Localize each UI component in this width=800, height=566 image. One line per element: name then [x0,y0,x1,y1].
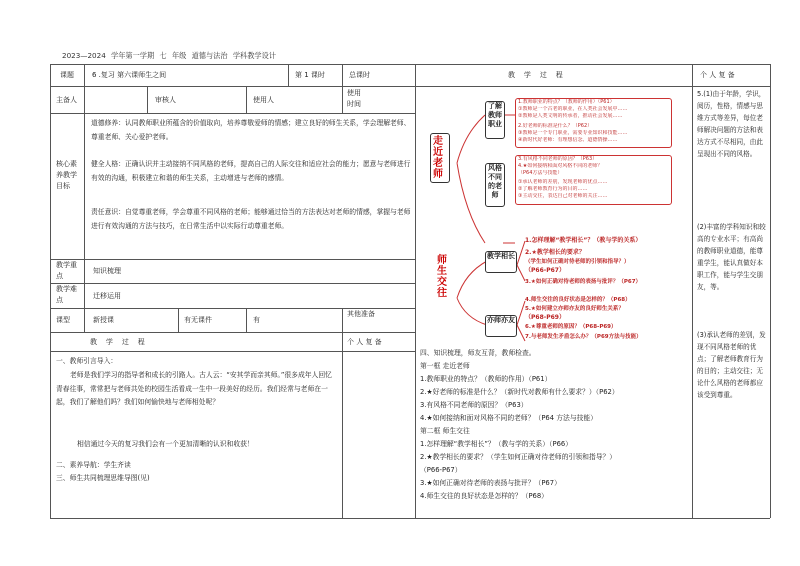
page-header: 2023—2024 学年第一学期 七 年级 道德与法治 学科教学设计 [62,51,276,60]
mindmap-box-line: ①承认老师的差别，发现老师的优点…… [518,179,608,185]
mindmap-main-approach: 走近老师 [430,133,450,183]
mindmap-box-line: （P64方法与技能） [518,170,563,176]
mindmap-box-line: ②教师是人类文明的传承者，推动社会发展…… [518,113,623,119]
topic-label: 课题 [60,71,74,79]
literacy-navigation: 二、素养导航：学生齐读 [56,461,131,469]
mindmap-item: （P68-P69） [525,314,565,321]
table-border-top [415,64,770,65]
table-col-line [288,64,289,86]
question-line: 4.★如何接纳和面对风格不同的老师？（P64 方法与技能） [420,414,598,422]
key-point-value: 知识梳理 [93,267,121,275]
table-border-left [50,64,51,518]
lead-preparer-label: 主备人 [56,96,77,104]
topic-value: 6 .复习 第六课师生之间 [92,71,167,79]
question-line: （P66-P67） [420,466,462,474]
mindmap-item: 3.★如何正确对待老师的表扬与批评？（P67） [525,279,642,285]
courseware-label: 有无课件 [184,316,212,324]
reviewer-label: 审核人 [155,96,176,104]
mindmap-reference: 三、师生共同梳理思维导图(见) [56,474,150,482]
table-row-line [50,283,415,284]
table-border-bottom [415,518,770,519]
question-line: 1.怎样理解“教学相长”？（教与学的关系）（P66） [420,440,573,448]
mindmap-box-line: 3.有风格不同老师的原因？（P63） [518,156,598,162]
user-label: 使用人 [253,96,274,104]
mindmap-box-line: 4.★如何接纳和面对风格不同的老师？ [518,163,603,169]
prep-note-3: (3)承认老师的差别，发现不同风格老师的优点；了解老师教育行为的目的；主动交往；无论什么风格的老师都应该受到尊重。 [697,331,766,399]
difficulty-value: 迁移运用 [93,292,121,300]
mindmap-item: 4.师生交往的良好状态是怎样的？（P68） [525,297,631,303]
process-heading-left: 教 学 过 程 [90,338,145,346]
table-col-line [342,332,343,518]
table-row-line [50,351,415,352]
mindmap-sub-teacher-friend: 亦师亦友 [485,315,517,337]
core-goals-label: 核心素养教学目标 [56,160,77,190]
mindmap-box-line: ③主动交往，表达自己对老师的关注…… [518,193,608,199]
question-line: 2.★教学相长的要求？（学生如何正确对待老师的引领和指导？） [420,453,617,461]
process-heading-right: 教 学 过 程 [508,71,563,79]
key-point-label: 教学重点 [56,261,77,280]
lesson-type-label: 课型 [56,316,70,324]
frame-two-heading: 第二框 师生交往 [420,427,470,435]
question-line: 4.师生交往的良好状态是怎样的？（P68） [420,492,548,500]
courseware-value: 有 [253,316,260,324]
mindmap-box-line: 2.好老师的标准是什么？（P62） [518,123,593,129]
difficulty-label: 教学难点 [56,285,77,304]
table-col-line [692,64,693,518]
table-row-line [50,332,415,333]
table-row-line [50,86,415,87]
mindmap [425,93,675,348]
goal-personality: 健全人格：正确认识并主动接纳不同风格的老师，提高自己的人际交往和适应社会的能力；愿意与老师进行有效的沟通，积极建立和谐的师生关系，主动增进与老师的感情。 [91,160,411,182]
prep-note-1: 5.(1)由于年龄，学识，阅历，性格，情感与思维方式等差异，每位老师解决问题的方法和表达方式不尽相同，由此呈现出不同的风格。 [697,90,766,158]
use-time-label: 使用时间 [347,89,361,108]
question-line: 1.教师职业的特点？（教师的作用）（P61） [420,375,552,383]
mindmap-box-line: ④新时代好老师：有理想信念、道德情操…… [518,137,618,143]
table-col-line [342,86,343,113]
mindmap-sub-profession: 了解教师职业 [485,101,505,139]
goal-moral: 道德修养：认同教师职业所蕴含的价值取向，培养尊敬爱师的情感；建立良好的师生关系，学会理解老师、尊重老师、关心爱护老师。 [91,119,411,141]
total-lessons-label: 总课时 [349,71,370,79]
goal-responsibility: 责任意识：自觉尊重老师，学会尊重不同风格的老师；能够通过恰当的方法表达对老师的情感，掌握与老师进行有效沟通的方法与技巧，在日常生活中以实际行动尊重老师。 [91,208,411,230]
table-col-line [178,308,179,332]
prep-heading-left: 个 人 复 备 [347,338,382,346]
table-col-line [246,308,247,332]
mindmap-item: 5.★如何建立亦师亦友的良好师生关系？ [525,306,624,312]
mindmap-item: （P66-P67） [525,267,565,274]
mindmap-item: 2.★教学相长的要求？ [525,249,585,256]
intro-paragraph: 老师是我们学习的指导者和成长的引路人。古人云：“安其学而亲其师。”很多成年人回忆青春往事，常常把与老师共处的校园生活看成一生中一段美好的经历。我们经常与老师在一起，我们了解他们吗？我们如何愉快地与老师相处呢？ [56,371,332,407]
table-col-line [84,64,85,332]
table-border-bottom [50,518,415,519]
section-four-heading: 四、知识梳理，师友互背，教师检查。 [420,349,536,357]
question-line: 3.★如何正确对待老师的表扬与批评？（P67） [420,479,561,487]
mindmap-item: 1.怎样理解“教学相长”？（教与学的关系） [525,237,642,244]
mindmap-item: 6.★尊重老师的原因？（P68-P69） [525,324,617,330]
lesson-type-value: 新授课 [93,316,114,324]
intro-closing: 相信通过今天的复习我们会有一个更加清晰的认识和收获！ [77,440,254,448]
mindmap-sub-mutual-learning: 教学相长 [485,251,517,273]
intro-heading: 一、教师引言导入： [56,357,118,365]
other-prep-label: 其他准备 [347,310,375,318]
table-row-line [415,86,770,87]
table-row-line [50,259,415,260]
mindmap-box-line: ③教师是一个专门职业，需要专业知识和技能…… [518,130,628,136]
table-border-right [415,64,416,518]
lesson-number: 第 1 课时 [295,71,325,79]
frame-one-heading: 第一框 走近老师 [420,362,470,370]
question-line: 3.有风格不同老师的原因？（P63） [420,401,528,409]
mindmap-sub-styles: 风格不同的老师 [485,163,505,207]
prep-heading-right: 个 人 复 备 [700,71,735,79]
mindmap-item: 7.与老师发生矛盾怎么办？（P69方法与技能） [525,334,642,340]
table-row-line [50,113,415,114]
table-border-right [770,64,771,518]
mindmap-main-interaction: 师生交往 [437,255,447,299]
mindmap-box-line: 1.教师职业的特点？（教师的作用）（P61） [518,99,615,105]
table-col-line [342,308,343,332]
question-line: 2.★好老师的标准是什么？（新时代对教师有什么要求？）（P62） [420,388,619,396]
prep-note-2: (2)丰富的学科知识和较高的专业水平；有高尚的教师职业道德，能尊重学生，能认真做好本职工作，能与学生交朋友，等。 [697,223,766,291]
table-col-line [246,86,247,113]
mindmap-item: （学生如何正确对待老师的引领和指导？） [525,259,630,265]
table-col-line [342,64,343,86]
mindmap-box-line: ①教师是一个古老的职业，在人类社会发展中…… [518,106,628,112]
mindmap-box-line: ②了解老师教育行为的目的…… [518,186,588,192]
table-col-line [147,86,148,113]
table-border-top [50,64,415,65]
